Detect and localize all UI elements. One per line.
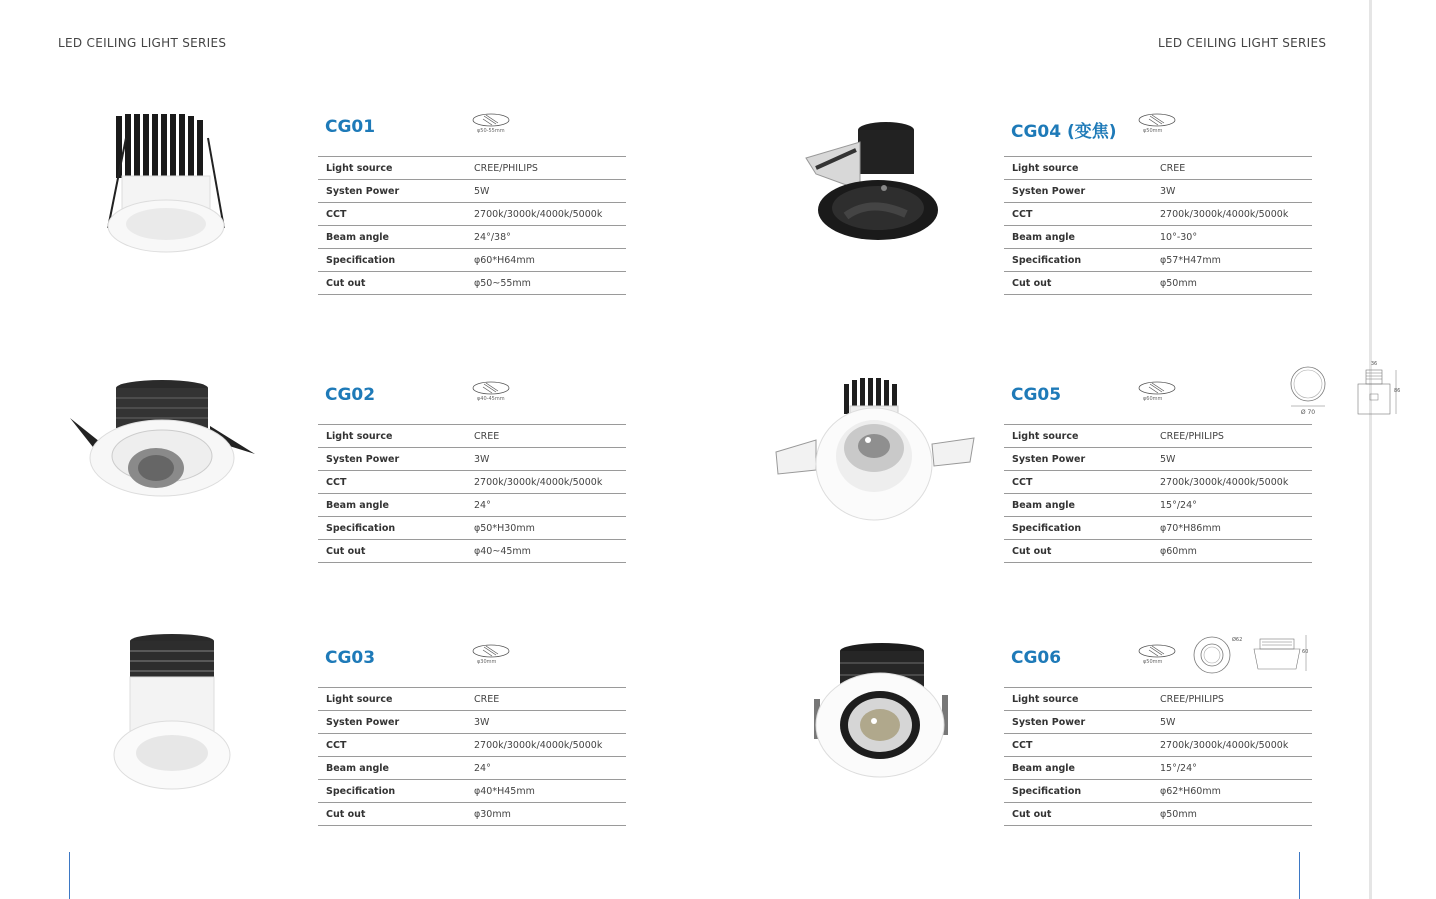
spec-key: Systen Power	[318, 711, 466, 734]
spec-row	[1004, 272, 1312, 295]
spec-key: Light source	[1004, 425, 1152, 448]
downlight-photo	[70, 629, 290, 839]
spec-value: φ50mm	[1152, 803, 1312, 826]
spec-row	[318, 517, 626, 540]
spec-row	[1004, 249, 1312, 272]
spec-key: Cut out	[318, 272, 466, 295]
spec-row	[318, 711, 626, 734]
spec-row	[318, 157, 626, 180]
spec-row	[318, 272, 626, 295]
spec-value: 3W	[466, 448, 626, 471]
spec-key: CCT	[1004, 734, 1152, 757]
spec-row	[318, 180, 626, 203]
spec-key: Specification	[1004, 780, 1152, 803]
cutout-label: φ50mm	[1143, 128, 1163, 134]
spec-value: 2700k/3000k/4000k/5000k	[466, 734, 626, 757]
spec-key: Cut out	[1004, 540, 1152, 563]
dimension-drawing	[1188, 631, 1308, 689]
spec-key: Beam angle	[318, 494, 466, 517]
product-cg06	[756, 629, 1436, 859]
spec-row	[318, 425, 626, 448]
product-cg02	[70, 366, 750, 596]
spec-value: φ50*H30mm	[466, 517, 626, 540]
spec-row	[318, 688, 626, 711]
spec-key: Systen Power	[318, 448, 466, 471]
dimension-drawing	[1278, 361, 1401, 424]
spec-row	[1004, 494, 1312, 517]
spec-row	[1004, 688, 1312, 711]
downlight-photo	[756, 629, 976, 839]
spec-value: φ50~55mm	[466, 272, 626, 295]
downlight-photo	[70, 98, 290, 308]
downlight-photo	[70, 366, 290, 576]
spec-value: CREE/PHILIPS	[1152, 688, 1312, 711]
spec-key: Beam angle	[1004, 226, 1152, 249]
product-code: CG03	[325, 648, 376, 668]
spec-row	[1004, 803, 1312, 826]
spec-value: φ50mm	[1152, 272, 1312, 295]
spec-table	[318, 687, 626, 826]
spec-key: CCT	[318, 734, 466, 757]
spec-key: Systen Power	[1004, 180, 1152, 203]
downlight-photo	[756, 98, 976, 308]
series-title-left: LED CEILING LIGHT SERIES	[58, 36, 227, 50]
dim-diameter: Ø62	[1232, 637, 1243, 643]
spec-value: φ40~45mm	[466, 540, 626, 563]
spec-row	[1004, 180, 1312, 203]
dim-height: 60	[1302, 649, 1309, 655]
spec-value: 15°/24°	[1152, 494, 1312, 517]
spec-key: Beam angle	[1004, 494, 1152, 517]
spec-value: 5W	[466, 180, 626, 203]
spec-row	[1004, 540, 1312, 563]
spec-row	[1004, 711, 1312, 734]
cutout-icon	[472, 644, 516, 672]
spec-value: 24°	[466, 494, 626, 517]
spec-key: Systen Power	[1004, 711, 1152, 734]
spec-value: CREE/PHILIPS	[466, 157, 626, 180]
cutout-icon	[1138, 381, 1182, 409]
spec-row	[318, 540, 626, 563]
cutout-icon	[472, 113, 516, 141]
spec-key: Cut out	[318, 540, 466, 563]
spec-key: Specification	[318, 780, 466, 803]
spec-value: φ60*H64mm	[466, 249, 626, 272]
product-code: CG06	[1011, 648, 1062, 668]
product-cg03	[70, 629, 750, 859]
spec-key: Systen Power	[318, 180, 466, 203]
spec-row	[318, 203, 626, 226]
spec-key: Light source	[318, 157, 466, 180]
product-cg05	[756, 361, 1436, 596]
spec-table	[318, 156, 626, 295]
product-code: CG02	[325, 385, 376, 405]
spec-value: 3W	[466, 711, 626, 734]
spec-key: Light source	[318, 425, 466, 448]
spec-value: CREE/PHILIPS	[1152, 425, 1312, 448]
dim-width: 36	[1370, 361, 1378, 367]
spec-value: 24°/38°	[466, 226, 626, 249]
spec-value: φ30mm	[466, 803, 626, 826]
spec-key: Specification	[318, 249, 466, 272]
spec-key: CCT	[1004, 471, 1152, 494]
edge-line-left	[69, 852, 70, 899]
spec-table	[1004, 424, 1312, 563]
spec-row	[318, 226, 626, 249]
spec-row	[1004, 471, 1312, 494]
spec-value: 5W	[1152, 711, 1312, 734]
spec-value: 2700k/3000k/4000k/5000k	[1152, 734, 1312, 757]
spec-row	[318, 448, 626, 471]
product-cg01	[70, 98, 750, 328]
spec-value: 10°-30°	[1152, 226, 1312, 249]
spec-key: Light source	[1004, 157, 1152, 180]
spec-row	[318, 734, 626, 757]
spec-value: φ57*H47mm	[1152, 249, 1312, 272]
spec-table	[1004, 687, 1312, 826]
spec-value: CREE	[466, 425, 626, 448]
series-title-right: LED CEILING LIGHT SERIES	[1158, 36, 1327, 50]
cutout-icon	[1138, 113, 1182, 141]
spec-row	[1004, 203, 1312, 226]
spec-value: 5W	[1152, 448, 1312, 471]
product-code: CG04 (变焦)	[1011, 122, 1117, 142]
spec-value: CREE	[466, 688, 626, 711]
spec-key: Cut out	[318, 803, 466, 826]
spec-row	[1004, 226, 1312, 249]
edge-line-right	[1299, 852, 1300, 899]
cutout-icon	[1138, 644, 1182, 672]
spec-value: 2700k/3000k/4000k/5000k	[466, 203, 626, 226]
spec-row	[1004, 734, 1312, 757]
spec-value: φ62*H60mm	[1152, 780, 1312, 803]
spec-value: 15°/24°	[1152, 757, 1312, 780]
product-cg04	[756, 98, 1436, 328]
spec-value: 2700k/3000k/4000k/5000k	[466, 471, 626, 494]
spec-value: CREE	[1152, 157, 1312, 180]
product-code: CG05	[1011, 385, 1062, 405]
spec-value: 2700k/3000k/4000k/5000k	[1152, 471, 1312, 494]
spec-key: CCT	[318, 471, 466, 494]
spec-key: Light source	[1004, 688, 1152, 711]
spec-row	[1004, 780, 1312, 803]
spec-row	[318, 757, 626, 780]
spec-key: Systen Power	[1004, 448, 1152, 471]
spec-value: φ40*H45mm	[466, 780, 626, 803]
spec-row	[318, 249, 626, 272]
spec-key: Specification	[1004, 517, 1152, 540]
spec-value: 24°	[466, 757, 626, 780]
spec-value: 2700k/3000k/4000k/5000k	[1152, 203, 1312, 226]
cutout-label: φ40-45mm	[477, 396, 505, 402]
spec-key: Beam angle	[318, 226, 466, 249]
spec-key: CCT	[318, 203, 466, 226]
product-code: CG01	[325, 117, 376, 137]
spec-value: φ70*H86mm	[1152, 517, 1312, 540]
spec-key: Beam angle	[318, 757, 466, 780]
spec-row	[318, 803, 626, 826]
spec-key: Specification	[1004, 249, 1152, 272]
spec-row	[1004, 757, 1312, 780]
downlight-photo	[756, 366, 976, 576]
spec-value: 3W	[1152, 180, 1312, 203]
spec-row	[318, 780, 626, 803]
cutout-label: φ50mm	[1143, 659, 1163, 665]
spec-key: Beam angle	[1004, 757, 1152, 780]
spec-key: CCT	[1004, 203, 1152, 226]
dim-height: 86	[1394, 388, 1401, 394]
dim-diameter: Ø 70	[1300, 409, 1316, 416]
spec-key: Light source	[318, 688, 466, 711]
cutout-icon	[472, 381, 516, 409]
spec-key: Cut out	[1004, 272, 1152, 295]
spec-row	[1004, 157, 1312, 180]
spec-row	[318, 471, 626, 494]
spec-table	[1004, 156, 1312, 295]
spec-value: φ60mm	[1152, 540, 1312, 563]
cutout-label: φ50-55mm	[477, 128, 505, 134]
spec-row	[1004, 517, 1312, 540]
spec-row	[318, 494, 626, 517]
spec-row	[1004, 448, 1312, 471]
cutout-label: φ60mm	[1143, 396, 1163, 402]
cutout-label: φ30mm	[477, 659, 497, 665]
spec-key: Specification	[318, 517, 466, 540]
spec-table	[318, 424, 626, 563]
spec-row	[1004, 425, 1312, 448]
spec-key: Cut out	[1004, 803, 1152, 826]
